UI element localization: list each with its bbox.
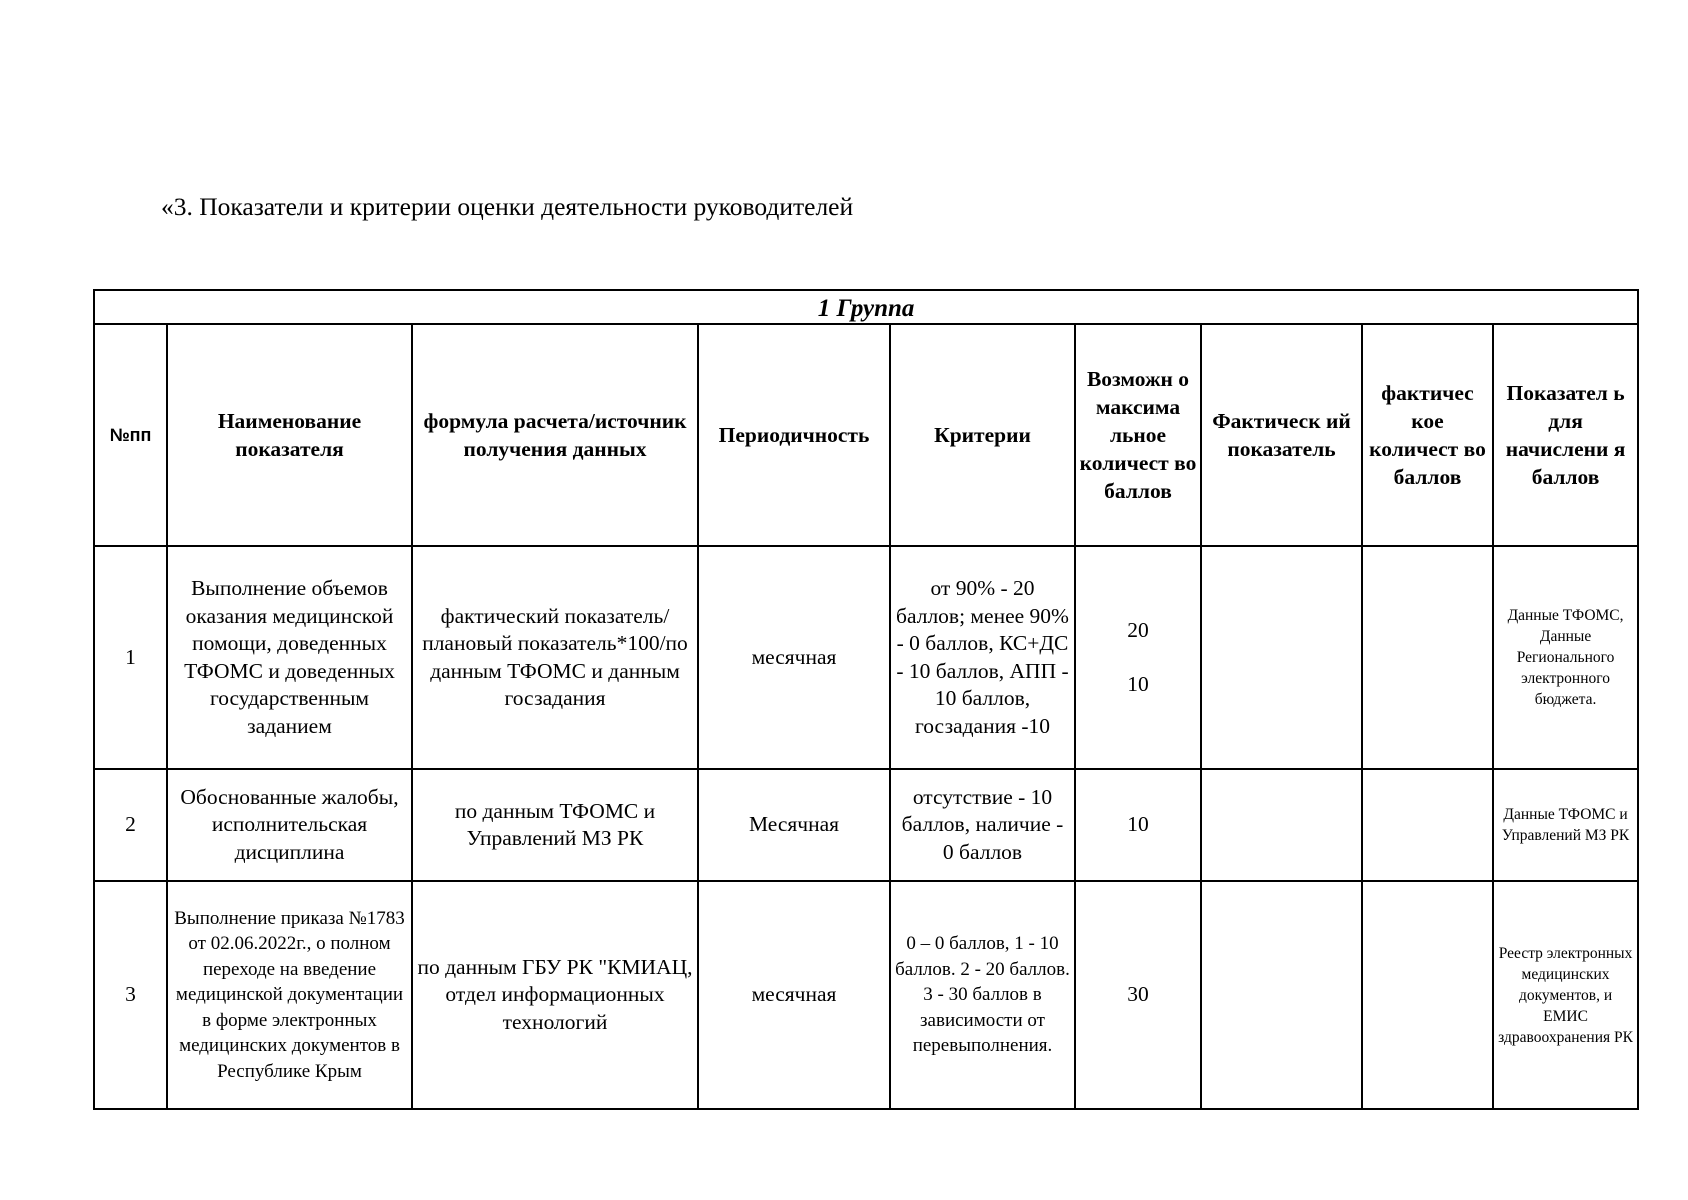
row-formula: по данным ТФОМС и Управлений МЗ РК	[412, 769, 698, 881]
row-no: 2	[94, 769, 167, 881]
document-heading: «3. Показатели и критерии оценки деятельности руководителей	[161, 192, 854, 221]
row-actual-points	[1362, 881, 1493, 1109]
header-name: Наименование показателя	[167, 324, 412, 546]
header-period: Периодичность	[698, 324, 890, 546]
header-actual-points: фактичес кое количест во баллов	[1362, 324, 1493, 546]
table-row	[94, 546, 1638, 769]
row-actual	[1201, 546, 1362, 769]
header-indicator: Показател ь для начислени я баллов	[1493, 324, 1638, 546]
criteria-table	[93, 289, 1639, 1110]
group-title: 1 Группа	[94, 290, 1638, 324]
row-indicator: Реестр электронных медицинских документов, и ЕМИС здравоохранения РК	[1493, 881, 1638, 1109]
row-criteria: отсутствие - 10 баллов, наличие - 0 баллов	[890, 769, 1075, 881]
row-name: Выполнение объемов оказания медицинской помощи, доведенных ТФОМС и доведенных государственным заданием	[167, 546, 412, 769]
row-formula: фактический показатель/плановый показатель*100/по данным ТФОМС и данным госзадания	[412, 546, 698, 769]
header-max-points: Возможн о максима льное количест во баллов	[1075, 324, 1201, 546]
row-actual-points	[1362, 769, 1493, 881]
row-max-points: 10	[1075, 769, 1201, 881]
row-period: месячная	[698, 881, 890, 1109]
row-indicator: Данные ТФОМС и Управлений МЗ РК	[1493, 769, 1638, 881]
table-row	[94, 769, 1638, 881]
header-actual: Фактическ ий показатель	[1201, 324, 1362, 546]
row-criteria: 0 – 0 баллов, 1 - 10 баллов. 2 - 20 баллов. 3 - 30 баллов в зависимости от перевыполнения.	[890, 881, 1075, 1109]
row-period: месячная	[698, 546, 890, 769]
row-formula: по данным ГБУ РК "КМИАЦ, отдел информационных технологий	[412, 881, 698, 1109]
row-indicator: Данные ТФОМС, Данные Регионального электронного бюджета.	[1493, 546, 1638, 769]
row-max-points	[1075, 546, 1201, 769]
header-criteria: Критерии	[890, 324, 1075, 546]
row-actual-points	[1362, 546, 1493, 769]
row-actual	[1201, 769, 1362, 881]
row-name: Выполнение приказа №1783 от 02.06.2022г., о полном переходе на введение медицинской документации в форме электронных медицинских документов в Республике Крым	[167, 881, 412, 1109]
table-header-row	[94, 324, 1638, 546]
row-no: 1	[94, 546, 167, 769]
header-no: №пп	[94, 324, 167, 546]
max-points-value: 20	[1127, 617, 1149, 642]
row-max-points: 30	[1075, 881, 1201, 1109]
row-criteria: от 90% - 20 баллов; менее 90% - 0 баллов, КС+ДС - 10 баллов, АПП - 10 баллов, госзадания -10	[890, 546, 1075, 769]
max-points-value: 10	[1127, 672, 1149, 696]
row-name: Обоснованные жалобы, исполнительская дисциплина	[167, 769, 412, 881]
row-actual	[1201, 881, 1362, 1109]
row-period: Месячная	[698, 769, 890, 881]
header-formula: формула расчета/источник получения данных	[412, 324, 698, 546]
table-row	[94, 881, 1638, 1109]
row-no: 3	[94, 881, 167, 1109]
